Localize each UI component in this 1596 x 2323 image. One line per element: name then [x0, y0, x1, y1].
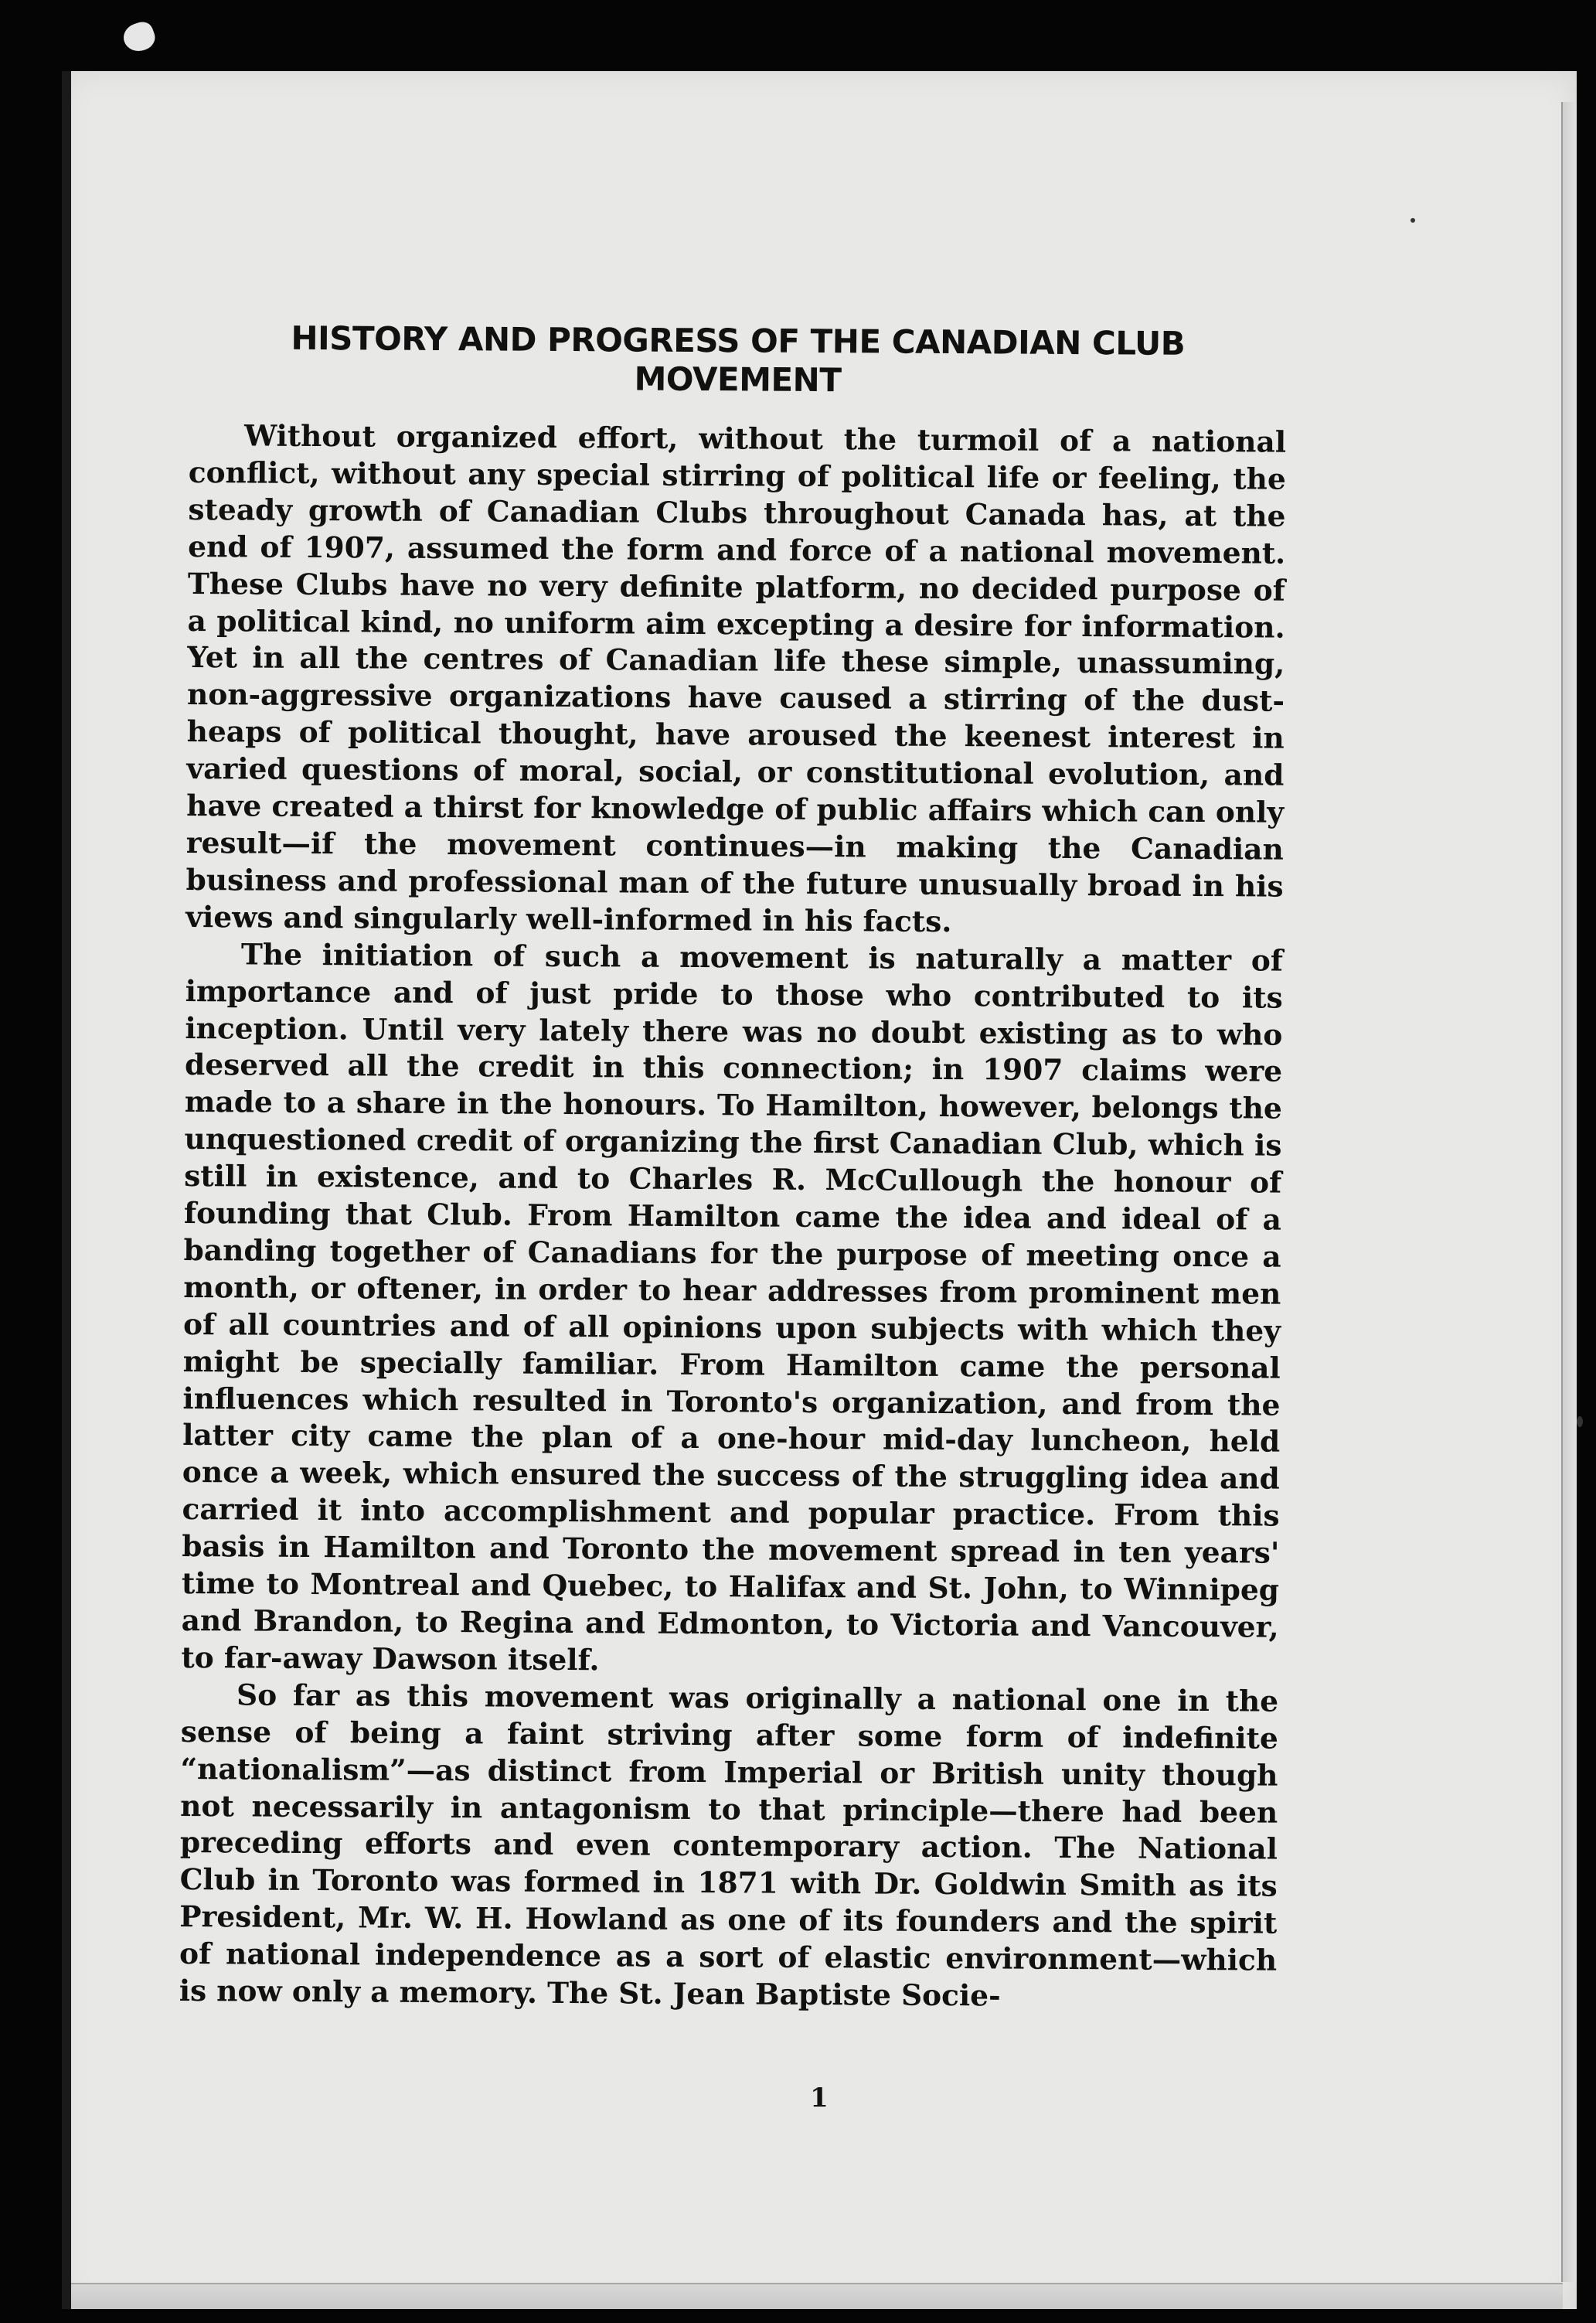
title-line-2: MOVEMENT: [634, 359, 842, 400]
paragraph-3: So far as this movement was originally a national one in the sense of being a faint striving after some form of indefinite “nationalism”—as distinct from Imperial or British unity though not necessarily in antagonism to that principle—there had been preceding efforts and even contemporary action. The National Club in Toronto was formed in 1871 with Dr. Goldwin Smith as its President, Mr. W. H. Howland as one of its founders and the spirit of national independence as a sort of elastic environment—which is now only a memory. The St. Jean Baptiste Socie-: [179, 1678, 1279, 2013]
binding-edge: [62, 71, 71, 2309]
page-bottom-edge: [71, 2283, 1563, 2309]
title-line-1: HISTORY AND PROGRESS OF THE CANADIAN CLUB: [291, 318, 1186, 363]
page-number: 1: [810, 2083, 829, 2114]
article: [179, 318, 1287, 2017]
page-sheet: [62, 71, 1577, 2309]
paragraph-1: Without organized effort, without the turmoil of a national conflict, without any special stirring of political life or feeling, the steady growth of Canadian Clubs throughout Canada has, at the end of 1907, assumed the form and force of a national movement. These Clubs have no very definite platform, no decided purpose of a political kind, no uniform aim excepting a desire for information. Yet in all the centres of Canadian life these simple, unassuming, non-aggressive organizations have caused a stirring of the dust-heaps of political thought, have aroused the keenest interest in varied questions of moral, social, or constitutional evolution, and have created a thirst for knowledge of public affairs which can only result—if the movement continues—in making the Canadian business and professional man of the future unusually broad in his views and singularly well-informed in his facts.: [185, 418, 1287, 938]
scan-artifact: [120, 19, 158, 56]
speck: [1577, 1416, 1583, 1427]
page-right-edge: [1561, 102, 1577, 2282]
paragraph-2: The initiation of such a movement is naturally a matter of importance and of just pride to those who contributed to its inception. Until very lately there was no doubt existing as to who deserved all the credit in this connection; in 1907 claims were made to a share in the honours. To Hamilton, however, belongs the unquestioned credit of organizing the first Canadian Club, which is still in existence, and to Charles R. McCullough the honour of founding that Club. From Hamilton came the idea and ideal of a banding together of Canadians for the purpose of meeting once a month, or oftener, in order to hear addresses from prominent men of all countries and of all opinions upon subjects with which they might be specially familiar. From Hamilton came the personal influences which resulted in Toronto's organization, and from the latter city came the plan of a one-hour mid-day luncheon, held once a week, which ensured the success of the struggling idea and carried it into accomplishment and popular practice. From this basis in Hamilton and Toronto the movement spread in ten years' time to Montreal and Quebec, to Halifax and St. John, to Winnipeg and Brandon, to Regina and Edmonton, to Victoria and Vancouver, to far-away Dawson itself.: [181, 937, 1284, 1678]
speck: [1411, 218, 1415, 223]
article-title: [189, 318, 1287, 403]
